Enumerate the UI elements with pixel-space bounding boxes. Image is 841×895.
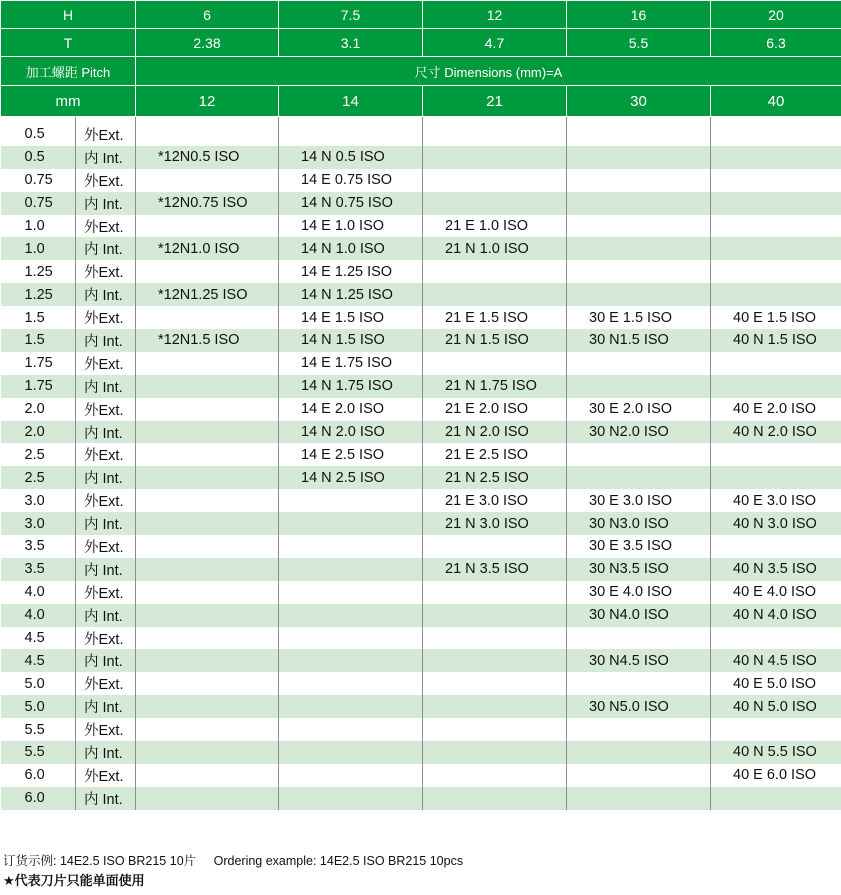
insert-cell-21 <box>423 741 567 764</box>
thread-type-cell: 外Ext. <box>76 627 136 650</box>
insert-cell-12 <box>136 117 279 146</box>
insert-cell-14: 14 N 1.25 ISO <box>279 283 423 306</box>
insert-cell-21 <box>423 535 567 558</box>
insert-cell-14: 14 E 1.75 ISO <box>279 352 423 375</box>
insert-cell-14 <box>279 558 423 581</box>
pitch-cell: 2.0 <box>1 421 76 444</box>
insert-cell-14: 14 E 1.5 ISO <box>279 306 423 329</box>
pitch-cell: 4.0 <box>1 604 76 627</box>
t-value: 4.7 <box>423 29 567 57</box>
insert-cell-21: 21 E 2.5 ISO <box>423 443 567 466</box>
insert-cell-40: 40 N 1.5 ISO <box>711 329 841 352</box>
insert-cell-12 <box>136 558 279 581</box>
pitch-cell: 0.5 <box>1 117 76 146</box>
table-row <box>1 398 841 421</box>
ordering-example <box>3 851 477 869</box>
pitch-cell: 5.5 <box>1 718 76 741</box>
thread-type-cell: 内 Int. <box>76 466 136 489</box>
insert-cell-40 <box>711 535 841 558</box>
insert-cell-40: 40 E 1.5 ISO <box>711 306 841 329</box>
insert-cell-40 <box>711 169 841 192</box>
insert-cell-12 <box>136 215 279 238</box>
insert-cell-30 <box>567 764 711 787</box>
insert-cell-40 <box>711 192 841 215</box>
insert-cell-40: 40 N 2.0 ISO <box>711 421 841 444</box>
insert-cell-40: 40 N 5.5 ISO <box>711 741 841 764</box>
insert-cell-40: 40 N 5.0 ISO <box>711 695 841 718</box>
t-value: 6.3 <box>711 29 841 57</box>
insert-cell-14: 14 E 1.0 ISO <box>279 215 423 238</box>
insert-cell-40 <box>711 627 841 650</box>
pitch-cell: 0.75 <box>1 169 76 192</box>
table-row <box>1 260 841 283</box>
insert-cell-21: 21 N 3.0 ISO <box>423 512 567 535</box>
insert-cell-21 <box>423 718 567 741</box>
table-row <box>1 649 841 672</box>
insert-cell-21 <box>423 260 567 283</box>
insert-cell-14: 14 E 0.75 ISO <box>279 169 423 192</box>
table-row <box>1 672 841 695</box>
insert-cell-12: *12N0.5 ISO <box>136 146 279 169</box>
h-value: 7.5 <box>279 1 423 29</box>
table-row <box>1 787 841 810</box>
insert-cell-30: 30 N4.5 ISO <box>567 649 711 672</box>
table-row <box>1 146 841 169</box>
thread-type-cell: 外Ext. <box>76 718 136 741</box>
insert-cell-40: 40 N 3.0 ISO <box>711 512 841 535</box>
insert-cell-21: 21 N 1.5 ISO <box>423 329 567 352</box>
pitch-cell: 2.5 <box>1 466 76 489</box>
table-row <box>1 604 841 627</box>
single-side-note: ★代表刀片只能单面使用 <box>3 873 145 888</box>
t-value: 2.38 <box>136 29 279 57</box>
t-value: 3.1 <box>279 29 423 57</box>
table-row <box>1 512 841 535</box>
thread-type-cell: 外Ext. <box>76 169 136 192</box>
insert-cell-14 <box>279 787 423 810</box>
header-row-a <box>1 86 841 117</box>
table-row <box>1 695 841 718</box>
insert-cell-30 <box>567 787 711 810</box>
insert-cell-30 <box>567 466 711 489</box>
pitch-cell: 3.0 <box>1 512 76 535</box>
h-value: 12 <box>423 1 567 29</box>
insert-cell-14: 14 N 1.75 ISO <box>279 375 423 398</box>
insert-cell-40 <box>711 718 841 741</box>
insert-cell-40 <box>711 283 841 306</box>
insert-cell-14: 14 N 1.0 ISO <box>279 237 423 260</box>
insert-cell-40: 40 N 4.5 ISO <box>711 649 841 672</box>
insert-cell-14: 14 N 2.0 ISO <box>279 421 423 444</box>
thread-type-cell: 外Ext. <box>76 117 136 146</box>
insert-cell-30: 30 N3.5 ISO <box>567 558 711 581</box>
table-row <box>1 375 841 398</box>
insert-cell-30: 30 N5.0 ISO <box>567 695 711 718</box>
insert-cell-30: 30 N1.5 ISO <box>567 329 711 352</box>
insert-cell-40 <box>711 466 841 489</box>
insert-cell-21 <box>423 352 567 375</box>
insert-cell-12 <box>136 672 279 695</box>
thread-type-cell: 内 Int. <box>76 237 136 260</box>
h-value: 20 <box>711 1 841 29</box>
insert-cell-12 <box>136 352 279 375</box>
insert-cell-14: 14 E 2.5 ISO <box>279 443 423 466</box>
insert-cell-40 <box>711 443 841 466</box>
insert-cell-12 <box>136 764 279 787</box>
insert-cell-21 <box>423 117 567 146</box>
thread-type-cell: 外Ext. <box>76 764 136 787</box>
thread-type-cell: 外Ext. <box>76 535 136 558</box>
insert-cell-12 <box>136 466 279 489</box>
thread-type-cell: 内 Int. <box>76 604 136 627</box>
insert-cell-21: 21 N 2.5 ISO <box>423 466 567 489</box>
table-row <box>1 764 841 787</box>
table-row <box>1 237 841 260</box>
insert-cell-21 <box>423 627 567 650</box>
pitch-cell: 2.5 <box>1 443 76 466</box>
insert-cell-40: 40 E 4.0 ISO <box>711 581 841 604</box>
a-value: 12 <box>136 86 279 117</box>
table-row <box>1 169 841 192</box>
thread-type-cell: 外Ext. <box>76 489 136 512</box>
h-value: 6 <box>136 1 279 29</box>
insert-cell-40: 40 E 2.0 ISO <box>711 398 841 421</box>
thread-type-cell: 外Ext. <box>76 672 136 695</box>
header-row-t <box>1 29 841 57</box>
a-value: 40 <box>711 86 841 117</box>
pitch-cell: 3.5 <box>1 558 76 581</box>
insert-cell-14 <box>279 764 423 787</box>
thread-type-cell: 内 Int. <box>76 329 136 352</box>
insert-cell-30 <box>567 117 711 146</box>
insert-cell-40 <box>711 146 841 169</box>
insert-cell-14: 14 N 2.5 ISO <box>279 466 423 489</box>
insert-cell-40: 40 E 5.0 ISO <box>711 672 841 695</box>
pitch-cell: 5.0 <box>1 672 76 695</box>
pitch-cell: 1.5 <box>1 306 76 329</box>
insert-cell-12 <box>136 398 279 421</box>
insert-cell-12 <box>136 649 279 672</box>
table-body <box>1 117 841 810</box>
insert-cell-14 <box>279 535 423 558</box>
insert-cell-12 <box>136 718 279 741</box>
mm-label: mm <box>1 86 136 117</box>
thread-type-cell: 内 Int. <box>76 283 136 306</box>
table-row <box>1 535 841 558</box>
insert-cell-30: 30 N2.0 ISO <box>567 421 711 444</box>
pitch-cell: 0.5 <box>1 146 76 169</box>
insert-cell-14: 14 E 2.0 ISO <box>279 398 423 421</box>
insert-cell-14 <box>279 489 423 512</box>
insert-cell-12: *12N1.25 ISO <box>136 283 279 306</box>
a-value: 21 <box>423 86 567 117</box>
insert-cell-21 <box>423 672 567 695</box>
table-row <box>1 558 841 581</box>
table-row <box>1 306 841 329</box>
ordering-example-en: Ordering example: 14E2.5 ISO BR215 10pcs <box>213 854 464 868</box>
table-row <box>1 466 841 489</box>
insert-cell-14 <box>279 672 423 695</box>
thread-type-cell: 内 Int. <box>76 787 136 810</box>
pitch-cell: 1.5 <box>1 329 76 352</box>
insert-cell-12: *12N0.75 ISO <box>136 192 279 215</box>
insert-cell-40 <box>711 352 841 375</box>
insert-cell-30 <box>567 443 711 466</box>
t-label: T <box>1 29 136 57</box>
insert-cell-30 <box>567 741 711 764</box>
insert-cell-12: *12N1.0 ISO <box>136 237 279 260</box>
pitch-cell: 5.0 <box>1 695 76 718</box>
insert-cell-14: 14 E 1.25 ISO <box>279 260 423 283</box>
insert-cell-30 <box>567 146 711 169</box>
insert-cell-21 <box>423 649 567 672</box>
table-row <box>1 443 841 466</box>
insert-cell-30 <box>567 192 711 215</box>
thread-type-cell: 内 Int. <box>76 375 136 398</box>
thread-type-cell: 内 Int. <box>76 146 136 169</box>
header-row-h <box>1 1 841 29</box>
insert-cell-21 <box>423 787 567 810</box>
table-row <box>1 718 841 741</box>
thread-type-cell: 外Ext. <box>76 260 136 283</box>
insert-cell-21 <box>423 695 567 718</box>
insert-cell-12 <box>136 604 279 627</box>
insert-cell-14 <box>279 581 423 604</box>
insert-cell-12 <box>136 581 279 604</box>
dimensions-label: 尺寸 Dimensions (mm)=A <box>136 57 841 86</box>
pitch-cell: 6.0 <box>1 764 76 787</box>
insert-cell-30: 30 E 1.5 ISO <box>567 306 711 329</box>
insert-cell-30 <box>567 237 711 260</box>
insert-cell-14 <box>279 741 423 764</box>
insert-cell-12 <box>136 421 279 444</box>
insert-cell-30: 30 N3.0 ISO <box>567 512 711 535</box>
insert-cell-12 <box>136 169 279 192</box>
insert-cell-14 <box>279 512 423 535</box>
insert-cell-40: 40 E 6.0 ISO <box>711 764 841 787</box>
thread-type-cell: 外Ext. <box>76 306 136 329</box>
pitch-label: 加工螺距 Pitch <box>1 57 136 86</box>
insert-cell-30 <box>567 283 711 306</box>
pitch-cell: 1.0 <box>1 215 76 238</box>
insert-cell-30 <box>567 672 711 695</box>
insert-cell-30 <box>567 169 711 192</box>
thread-type-cell: 内 Int. <box>76 192 136 215</box>
insert-cell-21: 21 E 1.0 ISO <box>423 215 567 238</box>
insert-cell-40: 40 N 4.0 ISO <box>711 604 841 627</box>
insert-cell-40 <box>711 117 841 146</box>
insert-cell-12: *12N1.5 ISO <box>136 329 279 352</box>
table-row <box>1 421 841 444</box>
insert-cell-12 <box>136 306 279 329</box>
insert-cell-12 <box>136 443 279 466</box>
thread-type-cell: 外Ext. <box>76 398 136 421</box>
pitch-cell: 4.0 <box>1 581 76 604</box>
table-row <box>1 581 841 604</box>
thread-type-cell: 内 Int. <box>76 695 136 718</box>
pitch-cell: 3.0 <box>1 489 76 512</box>
t-value: 5.5 <box>567 29 711 57</box>
table-row <box>1 192 841 215</box>
insert-cell-40: 40 N 3.5 ISO <box>711 558 841 581</box>
insert-cell-14 <box>279 627 423 650</box>
insert-cell-12 <box>136 695 279 718</box>
insert-cell-21 <box>423 192 567 215</box>
thread-type-cell: 外Ext. <box>76 215 136 238</box>
pitch-cell: 1.0 <box>1 237 76 260</box>
insert-cell-21: 21 E 1.5 ISO <box>423 306 567 329</box>
insert-cell-12 <box>136 535 279 558</box>
insert-cell-40 <box>711 215 841 238</box>
insert-cell-12 <box>136 375 279 398</box>
insert-cell-21: 21 E 2.0 ISO <box>423 398 567 421</box>
pitch-cell: 6.0 <box>1 787 76 810</box>
insert-cell-21 <box>423 169 567 192</box>
insert-cell-40 <box>711 237 841 260</box>
insert-cell-30 <box>567 352 711 375</box>
insert-cell-21 <box>423 283 567 306</box>
insert-cell-14: 14 N 0.5 ISO <box>279 146 423 169</box>
a-value: 14 <box>279 86 423 117</box>
table-row <box>1 627 841 650</box>
h-value: 16 <box>567 1 711 29</box>
pitch-cell: 1.75 <box>1 352 76 375</box>
table-row <box>1 283 841 306</box>
insert-cell-21 <box>423 581 567 604</box>
insert-cell-14: 14 N 1.5 ISO <box>279 329 423 352</box>
insert-cell-21 <box>423 146 567 169</box>
insert-cell-12 <box>136 489 279 512</box>
thread-type-cell: 内 Int. <box>76 649 136 672</box>
insert-cell-40 <box>711 787 841 810</box>
thread-type-cell: 外Ext. <box>76 352 136 375</box>
thread-type-cell: 内 Int. <box>76 558 136 581</box>
insert-cell-14 <box>279 117 423 146</box>
insert-cell-14: 14 N 0.75 ISO <box>279 192 423 215</box>
insert-cell-21: 21 E 3.0 ISO <box>423 489 567 512</box>
insert-cell-21: 21 N 1.75 ISO <box>423 375 567 398</box>
insert-cell-40: 40 E 3.0 ISO <box>711 489 841 512</box>
insert-cell-30: 30 E 3.5 ISO <box>567 535 711 558</box>
table-row <box>1 741 841 764</box>
thread-type-cell: 外Ext. <box>76 581 136 604</box>
thread-type-cell: 内 Int. <box>76 512 136 535</box>
insert-cell-12 <box>136 627 279 650</box>
insert-cell-21 <box>423 604 567 627</box>
table-row <box>1 352 841 375</box>
table-row <box>1 215 841 238</box>
thread-type-cell: 内 Int. <box>76 741 136 764</box>
insert-cell-40 <box>711 260 841 283</box>
insert-cell-30 <box>567 260 711 283</box>
insert-cell-12 <box>136 741 279 764</box>
insert-cell-21: 21 N 2.0 ISO <box>423 421 567 444</box>
insert-cell-21: 21 N 1.0 ISO <box>423 237 567 260</box>
thread-type-cell: 内 Int. <box>76 421 136 444</box>
insert-cell-30: 30 E 2.0 ISO <box>567 398 711 421</box>
pitch-cell: 3.5 <box>1 535 76 558</box>
insert-cell-30: 30 E 4.0 ISO <box>567 581 711 604</box>
insert-cell-21 <box>423 764 567 787</box>
ordering-example-cn: 订货示例: 14E2.5 ISO BR215 10片 <box>3 854 197 868</box>
table-row <box>1 489 841 512</box>
insert-cell-14 <box>279 695 423 718</box>
pitch-cell: 1.25 <box>1 283 76 306</box>
pitch-cell: 0.75 <box>1 192 76 215</box>
insert-cell-30 <box>567 375 711 398</box>
insert-cell-21: 21 N 3.5 ISO <box>423 558 567 581</box>
pitch-cell: 1.25 <box>1 260 76 283</box>
insert-cell-30: 30 E 3.0 ISO <box>567 489 711 512</box>
insert-cell-12 <box>136 787 279 810</box>
insert-cell-14 <box>279 604 423 627</box>
header-row-labels <box>1 57 841 86</box>
insert-cell-12 <box>136 512 279 535</box>
insert-cell-40 <box>711 375 841 398</box>
a-value: 30 <box>567 86 711 117</box>
pitch-cell: 1.75 <box>1 375 76 398</box>
insert-cell-14 <box>279 649 423 672</box>
insert-cell-30 <box>567 215 711 238</box>
h-label: H <box>1 1 136 29</box>
table-row <box>1 329 841 352</box>
insert-cell-12 <box>136 260 279 283</box>
pitch-cell: 4.5 <box>1 649 76 672</box>
thread-type-cell: 外Ext. <box>76 443 136 466</box>
table-row <box>1 117 841 146</box>
pitch-cell: 4.5 <box>1 627 76 650</box>
insert-cell-30 <box>567 718 711 741</box>
pitch-cell: 2.0 <box>1 398 76 421</box>
insert-cell-30 <box>567 627 711 650</box>
pitch-cell: 5.5 <box>1 741 76 764</box>
insert-cell-30: 30 N4.0 ISO <box>567 604 711 627</box>
insert-cell-14 <box>279 718 423 741</box>
